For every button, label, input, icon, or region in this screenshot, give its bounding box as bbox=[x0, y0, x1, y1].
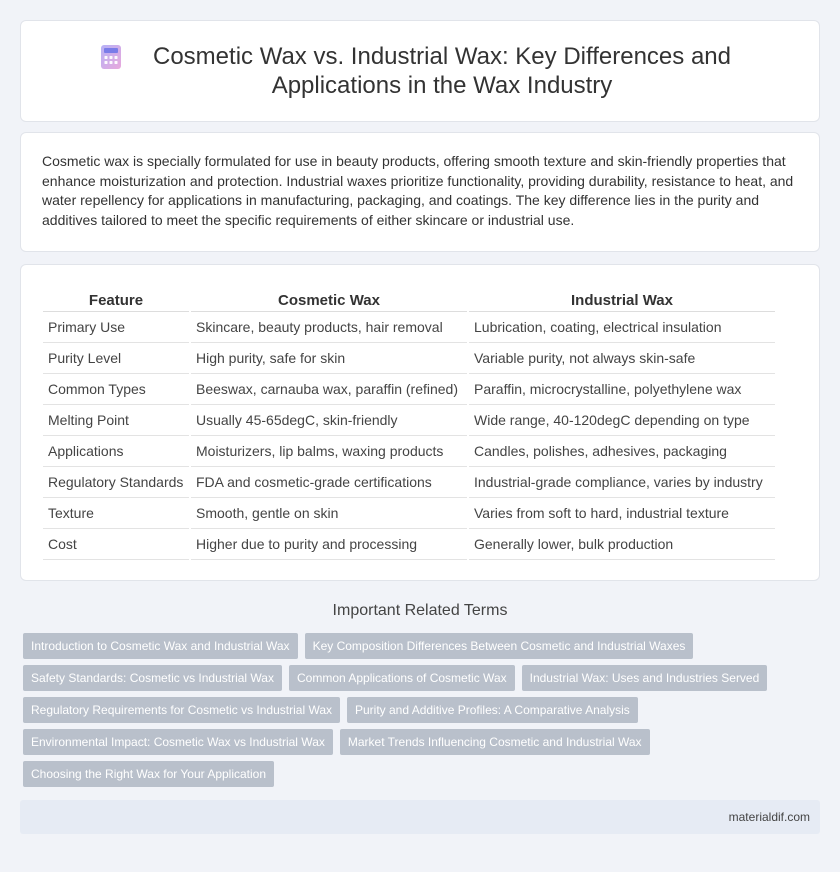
related-term-tag[interactable]: Purity and Additive Profiles: A Comparative Analysis bbox=[347, 697, 638, 723]
related-term-tag[interactable]: Regulatory Requirements for Cosmetic vs Industrial Wax bbox=[23, 697, 340, 723]
table-cell: Regulatory Standards bbox=[43, 467, 189, 498]
related-terms-title: Important Related Terms bbox=[332, 602, 508, 619]
intro-text: Cosmetic wax is specially formulated for use in beauty products, offering smooth texture and skin-friendly properties that enhance moisturization and protection. Industrial waxes prioritize functionality, providing durability, resistance to heat, and water repellency for applications in manufacturing, packaging, and coatings. The key difference lies in the purity and additives tailored to meet the specific requirements of either skincare or industrial use. bbox=[42, 153, 794, 228]
footer bbox=[20, 800, 820, 834]
table-row bbox=[43, 436, 775, 467]
table-row bbox=[43, 467, 775, 498]
table-header: Feature bbox=[43, 289, 189, 312]
table-cell: Generally lower, bulk production bbox=[469, 529, 775, 560]
intro-card bbox=[20, 132, 820, 252]
table-cell: Lubrication, coating, electrical insulation bbox=[469, 312, 775, 343]
table-cell: Paraffin, microcrystalline, polyethylene wax bbox=[469, 374, 775, 405]
table-cell: Beeswax, carnauba wax, paraffin (refined) bbox=[191, 374, 467, 405]
table-cell: Smooth, gentle on skin bbox=[191, 498, 467, 529]
related-term-tag[interactable]: Common Applications of Cosmetic Wax bbox=[289, 665, 515, 691]
table-row bbox=[43, 498, 775, 529]
related-term-tag[interactable]: Safety Standards: Cosmetic vs Industrial Wax bbox=[23, 665, 282, 691]
table-header: Industrial Wax bbox=[469, 289, 775, 312]
table-cell: Candles, polishes, adhesives, packaging bbox=[469, 436, 775, 467]
table-cell: Wide range, 40-120degC depending on type bbox=[469, 405, 775, 436]
page-title: Cosmetic Wax vs. Industrial Wax: Key Differences and Applications in the Wax Industry bbox=[153, 43, 731, 99]
table-cell: Industrial-grade compliance, varies by industry bbox=[469, 467, 775, 498]
table-cell: Melting Point bbox=[43, 405, 189, 436]
table-header: Cosmetic Wax bbox=[191, 289, 467, 312]
comparison-table bbox=[41, 289, 777, 560]
related-term-tag[interactable]: Market Trends Influencing Cosmetic and Industrial Wax bbox=[340, 729, 650, 755]
header-card bbox=[20, 20, 820, 122]
table-row bbox=[43, 312, 775, 343]
calculator-icon bbox=[98, 44, 124, 70]
table-cell: High purity, safe for skin bbox=[191, 343, 467, 374]
table-cell: Higher due to purity and processing bbox=[191, 529, 467, 560]
related-term-tag[interactable]: Industrial Wax: Uses and Industries Served bbox=[522, 665, 768, 691]
table-cell: Primary Use bbox=[43, 312, 189, 343]
table-row bbox=[43, 529, 775, 560]
table-cell: Common Types bbox=[43, 374, 189, 405]
table-cell: Skincare, beauty products, hair removal bbox=[191, 312, 467, 343]
table-row bbox=[43, 405, 775, 436]
related-term-tag[interactable]: Introduction to Cosmetic Wax and Industrial Wax bbox=[23, 633, 298, 659]
footer-site-link[interactable]: materialdif.com bbox=[728, 810, 810, 824]
table-cell: Varies from soft to hard, industrial texture bbox=[469, 498, 775, 529]
table-cell: Applications bbox=[43, 436, 189, 467]
related-term-tag[interactable]: Key Composition Differences Between Cosmetic and Industrial Waxes bbox=[305, 633, 694, 659]
table-cell: Texture bbox=[43, 498, 189, 529]
table-cell: Variable purity, not always skin-safe bbox=[469, 343, 775, 374]
comparison-card bbox=[20, 264, 820, 581]
table-cell: Purity Level bbox=[43, 343, 189, 374]
table-cell: Moisturizers, lip balms, waxing products bbox=[191, 436, 467, 467]
related-term-tag[interactable]: Choosing the Right Wax for Your Application bbox=[23, 761, 274, 787]
table-cell: Cost bbox=[43, 529, 189, 560]
related-terms-list bbox=[20, 633, 820, 787]
table-header-row bbox=[43, 289, 775, 312]
table-row bbox=[43, 374, 775, 405]
table-cell: Usually 45-65degC, skin-friendly bbox=[191, 405, 467, 436]
table-cell: FDA and cosmetic-grade certifications bbox=[191, 467, 467, 498]
related-term-tag[interactable]: Environmental Impact: Cosmetic Wax vs Industrial Wax bbox=[23, 729, 333, 755]
table-row bbox=[43, 343, 775, 374]
